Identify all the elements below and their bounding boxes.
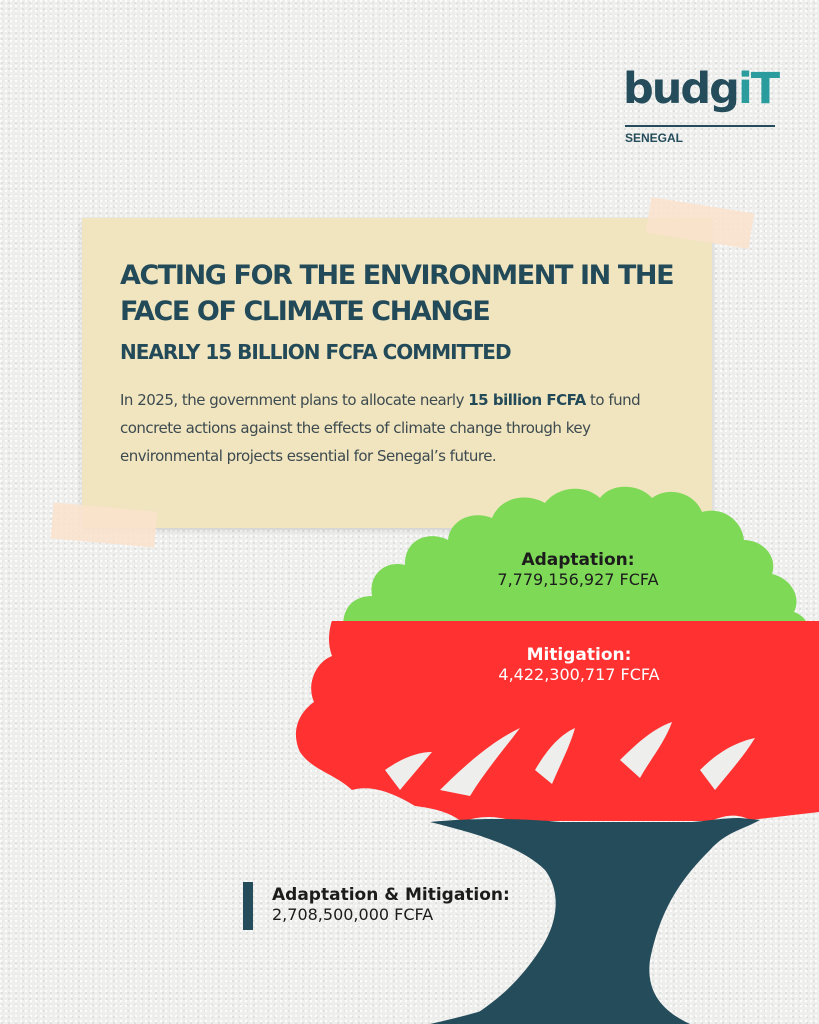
both-value: 2,708,500,000 FCFA xyxy=(272,905,434,924)
intro-text-1: In 2025, the government plans to allocate nearly xyxy=(120,391,469,409)
adaptation-value: 7,779,156,927 FCFA xyxy=(497,570,659,589)
intro-highlight: 15 billion FCFA xyxy=(468,391,586,409)
logo-text-b: iT xyxy=(737,64,779,114)
adaptation-label xyxy=(478,550,678,589)
root-flare xyxy=(430,990,560,1024)
legend-bar xyxy=(243,882,253,930)
both-heading: Adaptation & Mitigation: xyxy=(272,885,510,905)
mitigation-label xyxy=(474,645,684,684)
mitigation-canopy xyxy=(296,612,819,824)
intro-text-2: to fund concrete actions against the effects of climate change through key environmental projects essential for Senegal’s future. xyxy=(120,391,641,465)
adaptation-heading: Adaptation: xyxy=(521,550,635,570)
both-label xyxy=(272,885,510,924)
logo-text-a: budg xyxy=(623,64,738,114)
mitigation-heading: Mitigation: xyxy=(526,645,632,665)
page-title: ACTING FOR THE ENVIRONMENT IN THE FACE OF CLIMATE CHANGE xyxy=(120,260,674,327)
page-subtitle: NEARLY 15 BILLION FCFA COMMITTED xyxy=(120,340,511,364)
logo-country: SENEGAL xyxy=(625,131,684,145)
mitigation-value: 4,422,300,717 FCFA xyxy=(498,665,660,684)
